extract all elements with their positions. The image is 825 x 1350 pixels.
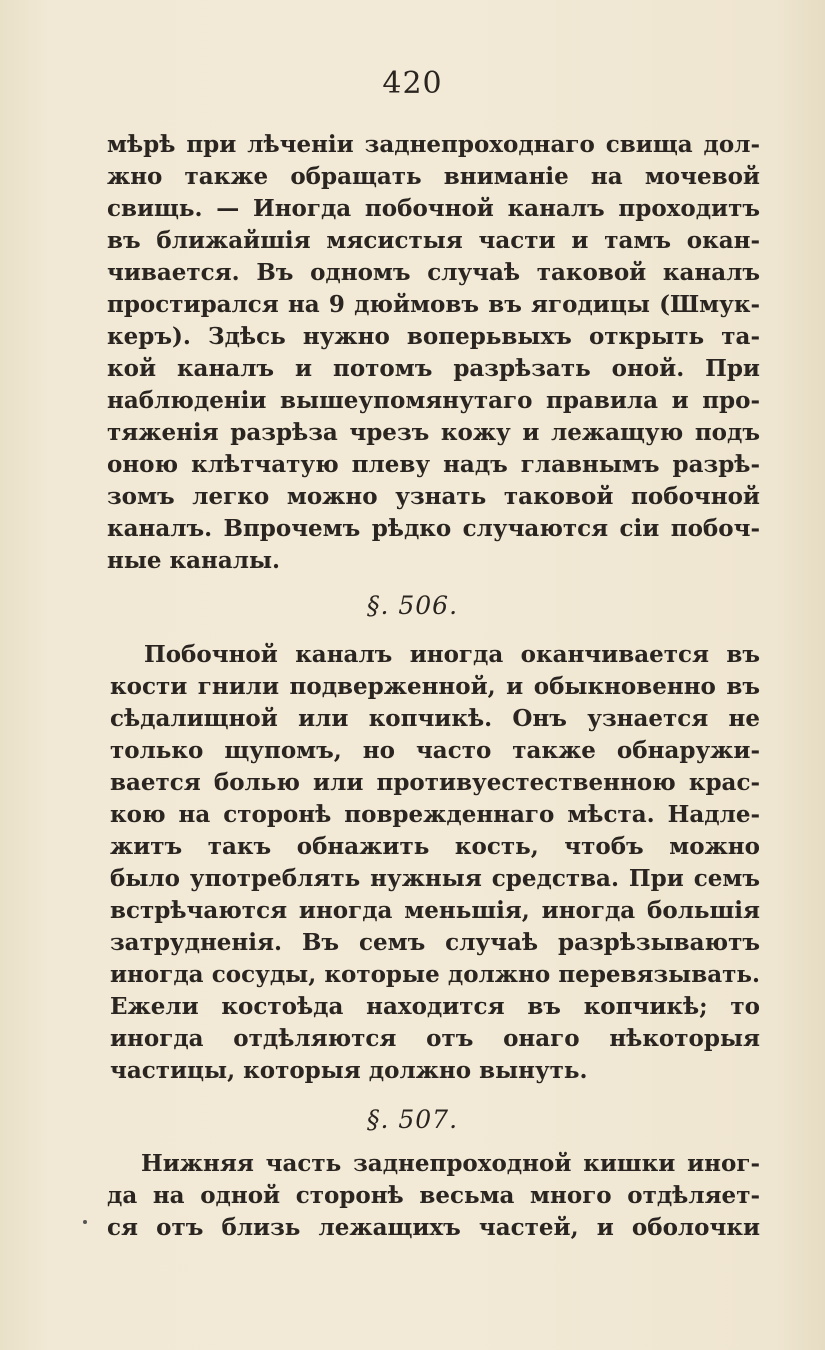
text-line: сѣдалищной или копчикѣ. Онъ узнается не [110,705,760,732]
section-heading-507: §. 507. [366,1105,459,1134]
text-line: кою на сторонѣ поврежденнаго мѣста. Надле- [110,801,760,828]
text-line: Нижняя часть заднепроходной кишки иног- [141,1150,760,1177]
text-line: мѣрѣ при лѣченіи заднепроходнаго свища дол- [107,131,760,158]
page-number: 420 [382,66,443,101]
text-line: Ежели костоѣда находится въ копчикѣ; то [110,993,760,1020]
text-line: затрудненія. Въ семъ случаѣ разрѣзываютъ [110,929,760,956]
text-line: было употреблять нужныя средства. При семъ [110,865,760,892]
text-line: въ ближайшія мясистыя части и тамъ окан- [107,227,760,254]
text-line: каналъ. Впрочемъ рѣдко случаются сіи побоч- [107,515,760,542]
paragraph-3 [107,1148,760,1244]
text-line: да на одной сторонѣ весьма много отдѣляет- [107,1182,760,1209]
ink-speck [83,1220,87,1224]
text-line: свищь. — Иногда побочной каналъ проходитъ [107,195,760,222]
text-line: керъ). Здѣсь нужно воперьвыхъ открыть та- [107,323,760,350]
text-line: наблюденіи вышеупомянутаго правила и про- [107,387,760,414]
text-line: кой каналъ и потомъ разрѣзать оной. При [107,355,760,382]
text-line: зомъ легко можно узнать таковой побочной [107,483,760,510]
text-line: ные каналы. [107,547,281,574]
text-line: частицы, которыя должно вынуть. [110,1057,588,1084]
text-line: ся отъ близь лежащихъ частей, и оболочки [107,1214,760,1241]
text-line: иногда сосуды, которые должно перевязывать. [110,961,760,988]
paragraph-1 [107,129,760,577]
section-heading-506: §. 506. [366,591,459,620]
text-line: кости гнили подверженной, и обыкновенно въ [110,673,760,700]
text-line: жно также обращать вниманіе на мочевой [107,163,760,190]
text-line: вается болью или противуестественною крас- [110,769,760,796]
text-line: только щупомъ, но часто также обнаружи- [110,737,760,764]
text-line: Побочной каналъ иногда оканчивается въ [144,641,760,668]
paragraph-2 [110,639,760,1087]
text-line: оною клѣтчатую плеву надъ главнымъ разрѣ- [107,451,760,478]
text-line: встрѣчаются иногда меньшія, иногда большія [110,897,760,924]
text-line: житъ такъ обнажить кость, чтобъ можно [110,833,760,860]
text-line: иногда отдѣляются отъ онаго нѣкоторыя [110,1025,760,1052]
text-line: чивается. Въ одномъ случаѣ таковой каналъ [107,259,760,286]
text-line: тяженія разрѣза чрезъ кожу и лежащую подъ [107,419,760,446]
text-line: простирался на 9 дюймовъ въ ягодицы (Шмук- [107,291,760,318]
